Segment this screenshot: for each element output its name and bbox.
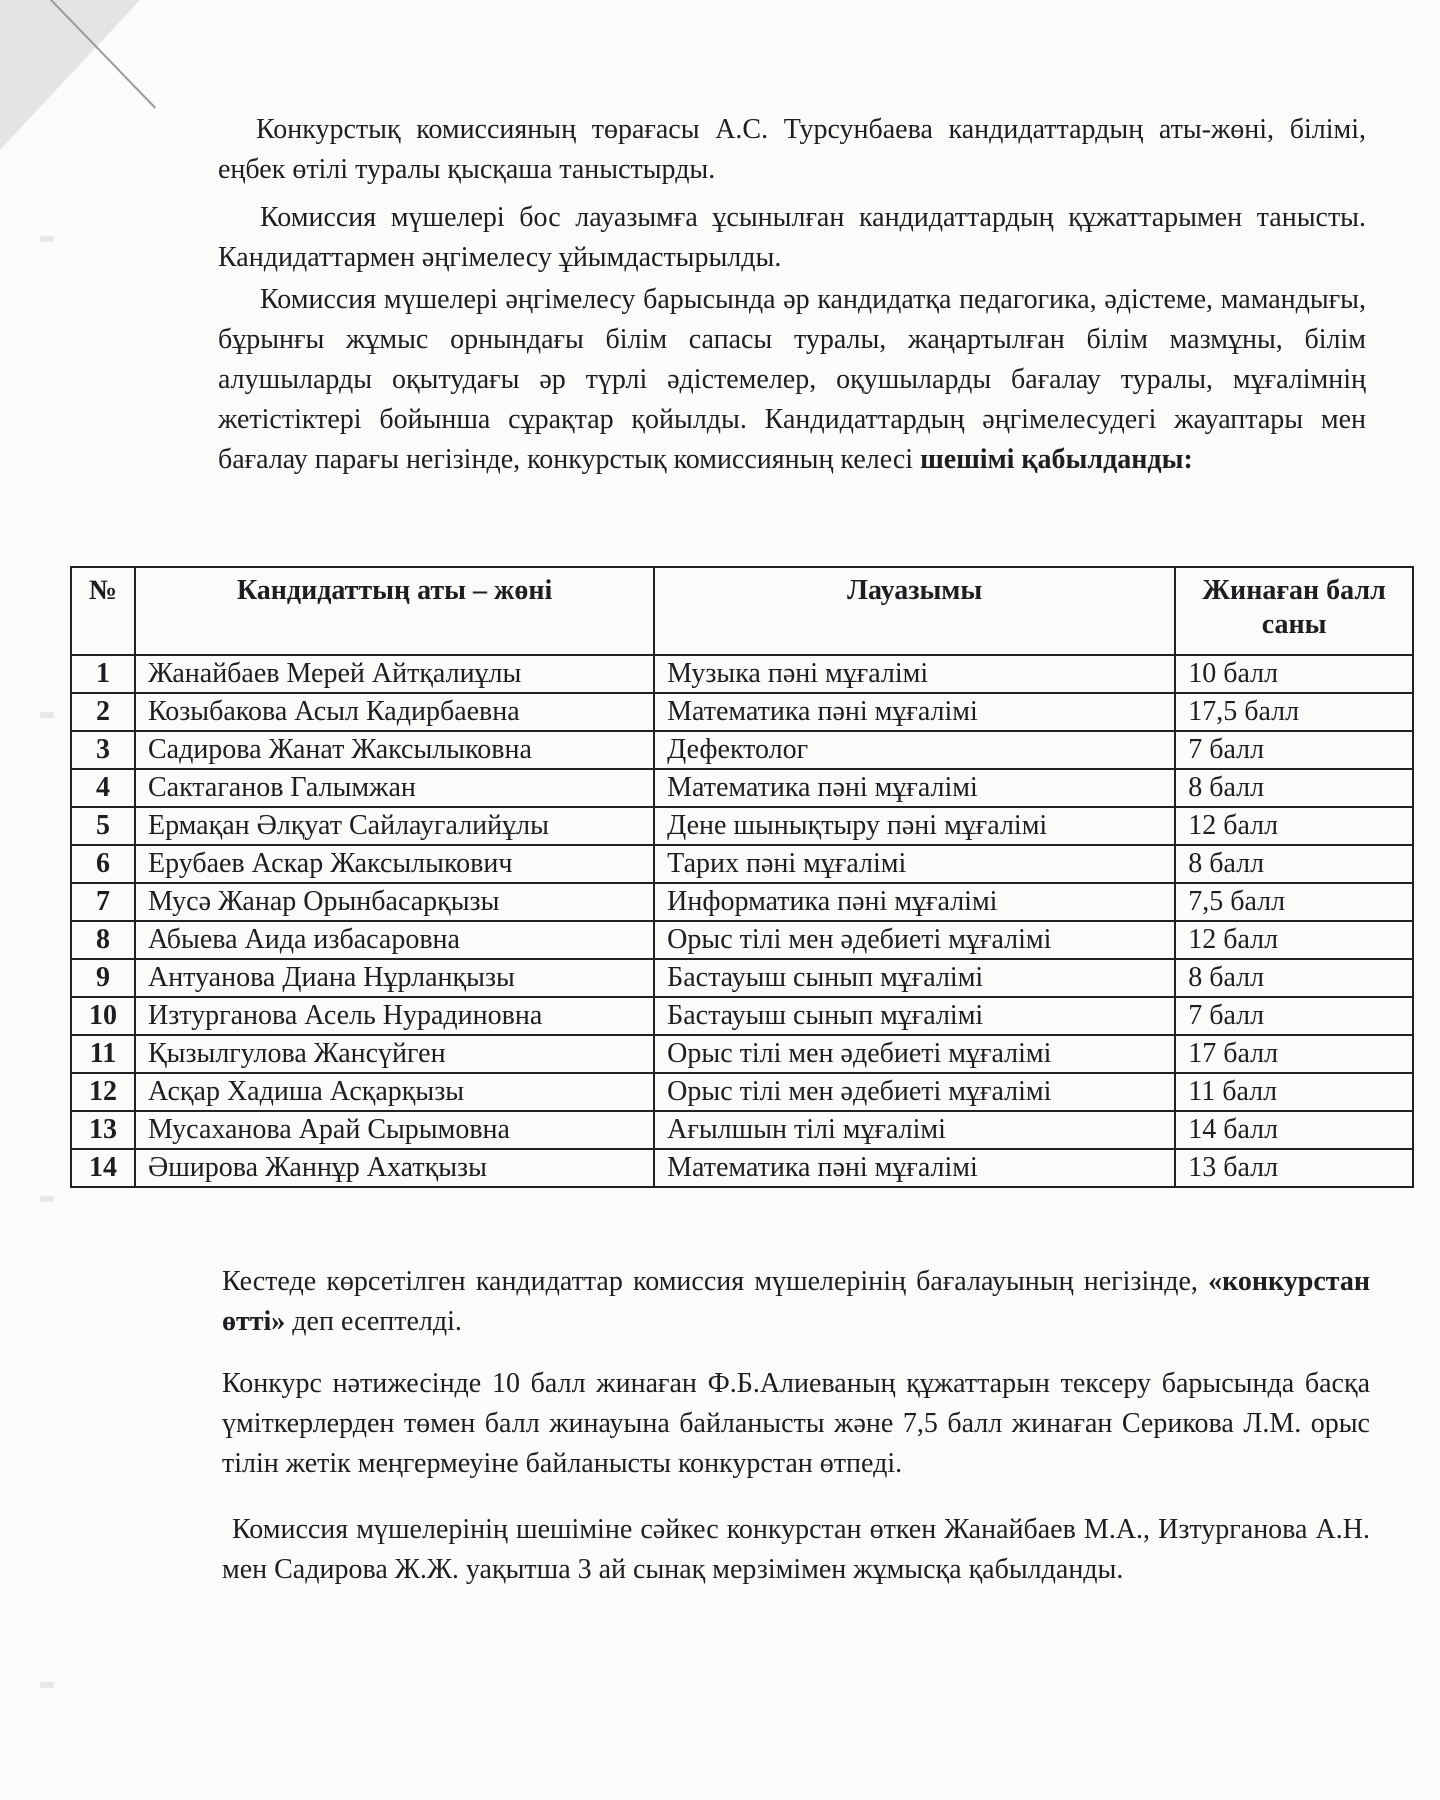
passed-paragraph bbox=[222, 1262, 1370, 1342]
candidate-name: Қызылгулова Жансүйген bbox=[135, 1035, 654, 1073]
table-row bbox=[71, 1073, 1413, 1111]
candidates-table bbox=[70, 566, 1414, 1188]
scan-speck bbox=[40, 712, 54, 718]
table-row bbox=[71, 959, 1413, 997]
candidate-name: Абыева Аида избасаровна bbox=[135, 921, 654, 959]
candidate-score: 8 балл bbox=[1175, 845, 1413, 883]
row-number: 10 bbox=[71, 997, 135, 1035]
row-number: 5 bbox=[71, 807, 135, 845]
candidate-score: 8 балл bbox=[1175, 769, 1413, 807]
table-row bbox=[71, 769, 1413, 807]
candidate-position: Ағылшын тілі мұғалімі bbox=[654, 1111, 1175, 1149]
candidate-score: 7 балл bbox=[1175, 997, 1413, 1035]
candidate-position: Музыка пәні мұғалімі bbox=[654, 655, 1175, 693]
candidate-score: 12 балл bbox=[1175, 807, 1413, 845]
candidate-position: Математика пәні мұғалімі bbox=[654, 769, 1175, 807]
candidate-position: Дене шынықтыру пәні мұғалімі bbox=[654, 807, 1175, 845]
row-number: 3 bbox=[71, 731, 135, 769]
header-position: Лауазымы bbox=[654, 567, 1175, 655]
table-row bbox=[71, 693, 1413, 731]
scan-speck bbox=[40, 1196, 54, 1202]
row-number: 4 bbox=[71, 769, 135, 807]
candidate-score: 10 балл bbox=[1175, 655, 1413, 693]
passed-text: Кестеде көрсетілген кандидаттар комиссия мүшелерінің бағалауының негізінде, bbox=[222, 1266, 1198, 1297]
header-score: Жинаған балл саны bbox=[1175, 567, 1413, 655]
passed-text-end: деп есептелді. bbox=[292, 1306, 462, 1337]
candidate-score: 14 балл bbox=[1175, 1111, 1413, 1149]
table-row bbox=[71, 883, 1413, 921]
table-row bbox=[71, 845, 1413, 883]
row-number: 2 bbox=[71, 693, 135, 731]
candidate-score: 12 балл bbox=[1175, 921, 1413, 959]
table-row bbox=[71, 1035, 1413, 1073]
candidate-score: 8 балл bbox=[1175, 959, 1413, 997]
candidate-position: Тарих пәні мұғалімі bbox=[654, 845, 1175, 883]
candidate-position: Орыс тілі мен әдебиеті мұғалімі bbox=[654, 921, 1175, 959]
table-row bbox=[71, 655, 1413, 693]
row-number: 11 bbox=[71, 1035, 135, 1073]
candidate-position: Бастауыш сынып мұғалімі bbox=[654, 997, 1175, 1035]
table-row bbox=[71, 1111, 1413, 1149]
table-row bbox=[71, 997, 1413, 1035]
interview-paragraph bbox=[218, 280, 1366, 480]
candidate-name: Ермақан Әлқуат Сайлаугалийұлы bbox=[135, 807, 654, 845]
candidate-position: Орыс тілі мен әдебиеті мұғалімі bbox=[654, 1035, 1175, 1073]
header-number: № bbox=[71, 567, 135, 655]
candidate-position: Дефектолог bbox=[654, 731, 1175, 769]
candidate-position: Математика пәні мұғалімі bbox=[654, 1149, 1175, 1187]
candidate-position: Математика пәні мұғалімі bbox=[654, 693, 1175, 731]
candidate-name: Изтурганова Асель Нурадиновна bbox=[135, 997, 654, 1035]
documents-paragraph: Комиссия мүшелері бос лауазымға ұсынылған кандидаттардың құжаттарымен танысты. Кандидаттармен әңгімелесу ұйымдастырылды. bbox=[218, 202, 1366, 273]
candidate-name: Сактаганов Галымжан bbox=[135, 769, 654, 807]
candidate-position: Орыс тілі мен әдебиеті мұғалімі bbox=[654, 1073, 1175, 1111]
row-number: 14 bbox=[71, 1149, 135, 1187]
passed-status: «конкурстан өтті» bbox=[222, 1266, 1371, 1337]
candidate-name: Әширова Жаннұр Ахатқызы bbox=[135, 1149, 654, 1187]
scan-speck bbox=[40, 1682, 54, 1688]
table-row bbox=[71, 921, 1413, 959]
header-candidate-name: Кандидаттың аты – жөні bbox=[135, 567, 654, 655]
row-number: 13 bbox=[71, 1111, 135, 1149]
candidate-name: Жанайбаев Мерей Айтқалиұлы bbox=[135, 655, 654, 693]
intro-paragraph: Конкурстық комиссияның төрағасы А.С. Турсунбаева кандидаттардың аты-жөні, білімі, еңбек өтілі туралы қысқаша таныстырды. bbox=[218, 114, 1366, 185]
candidate-score: 7,5 балл bbox=[1175, 883, 1413, 921]
table-row bbox=[71, 807, 1413, 845]
candidate-score: 17 балл bbox=[1175, 1035, 1413, 1073]
row-number: 7 bbox=[71, 883, 135, 921]
candidate-name: Мусаханова Арай Сырымовна bbox=[135, 1111, 654, 1149]
table-header-row bbox=[71, 567, 1413, 655]
candidate-name: Антуанова Диана Нұрланқызы bbox=[135, 959, 654, 997]
row-number: 8 bbox=[71, 921, 135, 959]
candidate-position: Информатика пәні мұғалімі bbox=[654, 883, 1175, 921]
candidate-score: 13 балл bbox=[1175, 1149, 1413, 1187]
candidate-score: 7 балл bbox=[1175, 731, 1413, 769]
folded-corner bbox=[0, 0, 140, 150]
candidate-score: 11 балл bbox=[1175, 1073, 1413, 1111]
scan-speck bbox=[40, 236, 54, 242]
table-row bbox=[71, 1149, 1413, 1187]
row-number: 9 bbox=[71, 959, 135, 997]
candidate-name: Мусә Жанар Орынбасарқызы bbox=[135, 883, 654, 921]
row-number: 12 bbox=[71, 1073, 135, 1111]
candidate-score: 17,5 балл bbox=[1175, 693, 1413, 731]
candidate-name: Козыбакова Асыл Кадирбаевна bbox=[135, 693, 654, 731]
decision-heading: шешімі қабылданды: bbox=[920, 444, 1193, 475]
candidate-name: Садирова Жанат Жаксылыковна bbox=[135, 731, 654, 769]
interview-text: Комиссия мүшелері әңгімелесу барысында әр кандидатқа педагогика, әдістеме, мамандығы, бұрынғы жұмыс орнындағы білім сапасы туралы, жаңартылған білім мазмұны, білім алушыларды оқытудағы әр түрлі әдістемелер, оқушыларды бағалау туралы, мұғалімнің жетістіктері бойынша сұрақтар қойылды. Кандидаттардың әңгімелесудегі жауаптары мен бағалау парағы негізінде, конкурстық комиссияның келесі bbox=[218, 284, 1366, 475]
row-number: 1 bbox=[71, 655, 135, 693]
table-row bbox=[71, 731, 1413, 769]
not-passed-paragraph: Конкурс нәтижесінде 10 балл жинаған Ф.Б.Алиеваның құжаттарын тексеру барысында басқа үміткерлерден төмен балл жинауына байланысты және 7,5 балл жинаған Серикова Л.М. орыс тілін жетік меңгермеуіне байланысты конкурстан өтпеді. bbox=[222, 1368, 1370, 1479]
candidate-name: Ерубаев Аскар Жаксылыкович bbox=[135, 845, 654, 883]
candidate-name: Асқар Хадиша Асқарқызы bbox=[135, 1073, 654, 1111]
candidate-position: Бастауыш сынып мұғалімі bbox=[654, 959, 1175, 997]
row-number: 6 bbox=[71, 845, 135, 883]
hiring-decision-paragraph: Комиссия мүшелерінің шешіміне сәйкес конкурстан өткен Жанайбаев М.А., Изтурганова А.Н. мен Садирова Ж.Ж. уақытша 3 ай сынақ мерзімімен жұмысқа қабылданды. bbox=[222, 1514, 1370, 1585]
